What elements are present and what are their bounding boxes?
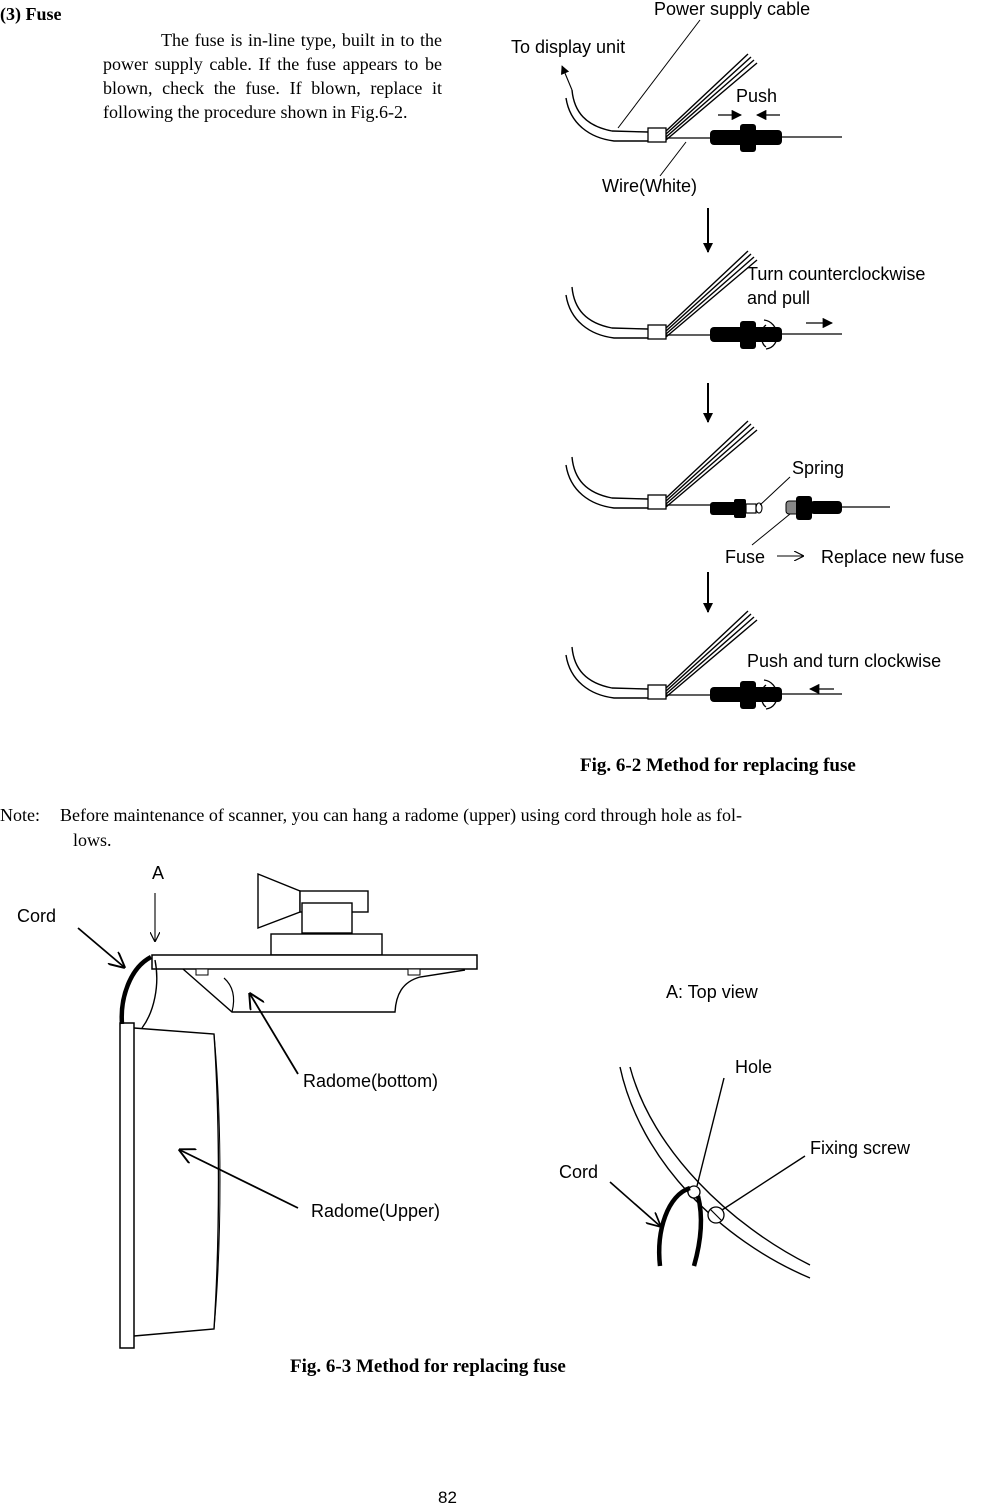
note-text: Before maintenance of scanner, you can hang a radome (upper) using cord through hole as fol- — [60, 805, 743, 825]
fig2-step3 — [566, 421, 890, 556]
intro-text: The fuse is in-line type, built in to the power supply cable. If the fuse appears to be blown, check the fuse. If blown, replace it following the procedure shown in Fig.6-2. — [103, 30, 442, 122]
label-top-view: A: Top view — [666, 982, 758, 1002]
fig3-top-view — [610, 1067, 810, 1278]
fig2-caption: Fig. 6-2 Method for replacing fuse — [580, 755, 856, 776]
label-to-display-unit: To display unit — [511, 37, 626, 57]
label-turn-ccw-1: Turn counterclockwise — [747, 264, 926, 284]
label-push: Push — [736, 86, 778, 106]
label-spring: Spring — [792, 458, 845, 478]
fig3-caption: Fig. 6-3 Method for replacing fuse — [290, 1356, 566, 1377]
label-turn-ccw-2: and pull — [747, 288, 811, 308]
label-radome-bottom: Radome(bottom) — [303, 1071, 439, 1091]
label-push-turn-cw: Push and turn clockwise — [747, 651, 942, 671]
label-fixing-screw: Fixing screw — [810, 1138, 911, 1158]
label-cord-left: Cord — [17, 906, 57, 926]
label-hole: Hole — [735, 1057, 773, 1077]
label-wire-white: Wire(White) — [602, 176, 697, 196]
note-continuation: lows. — [73, 830, 112, 850]
label-replace-new-fuse: Replace new fuse — [821, 547, 965, 567]
label-a: A — [152, 863, 165, 883]
label-radome-upper: Radome(Upper) — [311, 1201, 441, 1221]
section-heading: (3) Fuse — [0, 4, 62, 24]
fig3-side-view — [78, 874, 477, 1348]
page-number: 82 — [438, 1488, 457, 1507]
label-power-supply-cable: Power supply cable — [654, 0, 811, 19]
note-paragraph — [0, 803, 915, 853]
note-label: Note: — [0, 805, 40, 825]
label-cord-right: Cord — [559, 1162, 599, 1182]
label-fuse: Fuse — [725, 547, 766, 567]
